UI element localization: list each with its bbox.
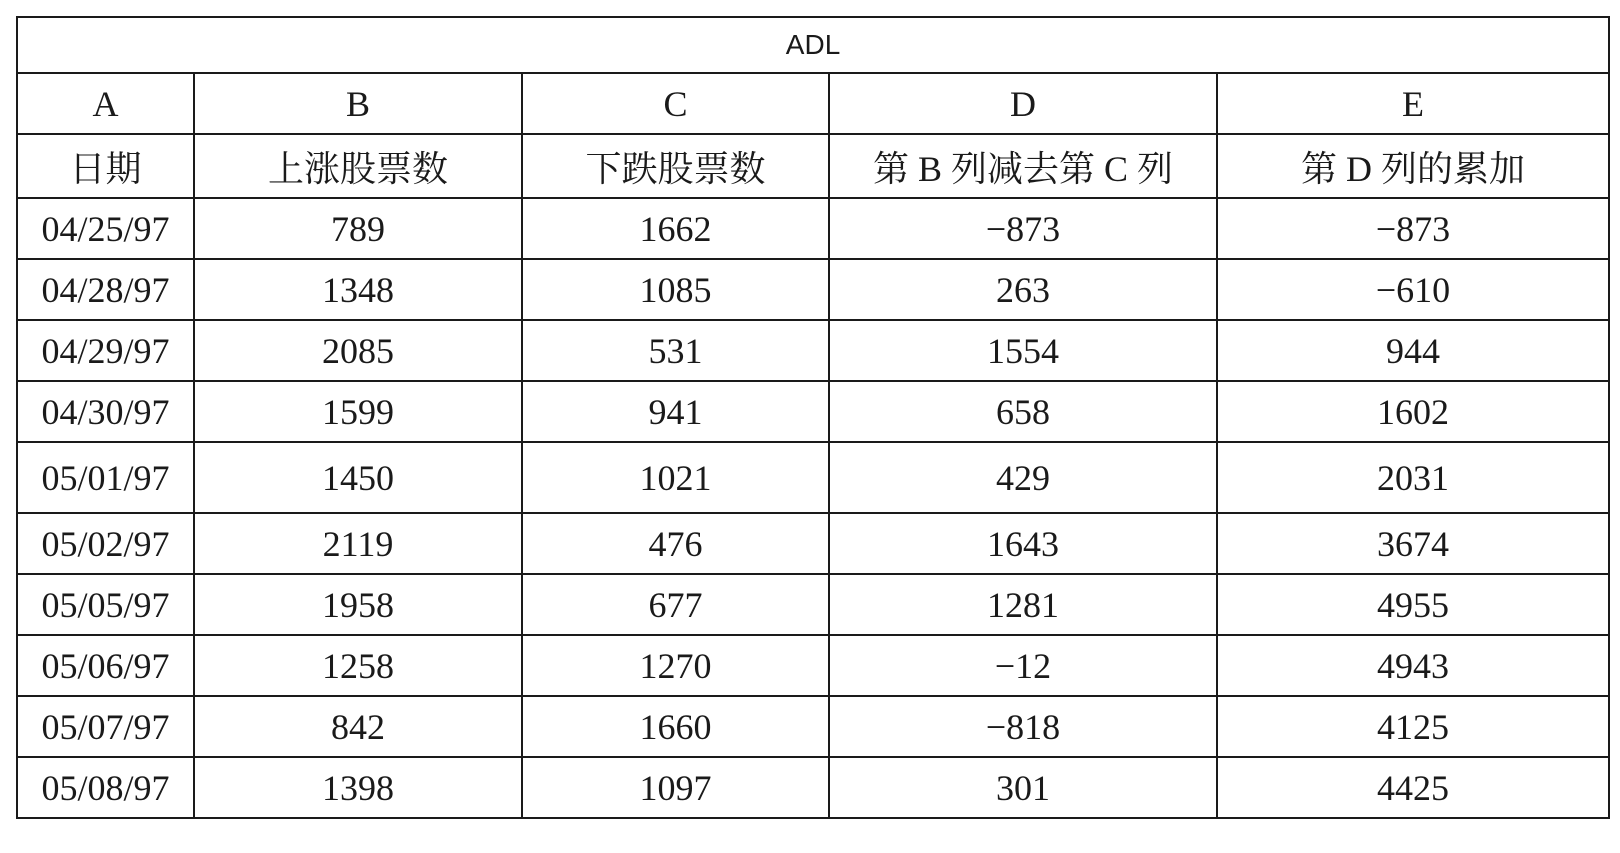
cumulative-cell: 944 — [1217, 320, 1609, 381]
difference-cell: 1281 — [829, 574, 1217, 635]
table-row — [17, 259, 1609, 320]
advancing-cell: 2085 — [194, 320, 522, 381]
declining-cell: 941 — [522, 381, 829, 442]
declining-cell: 677 — [522, 574, 829, 635]
advancing-cell: 1599 — [194, 381, 522, 442]
advancing-cell: 1258 — [194, 635, 522, 696]
column-letter-row — [17, 73, 1609, 134]
column-letter-e: E — [1217, 73, 1609, 134]
date-cell: 04/30/97 — [17, 381, 194, 442]
cumulative-cell: 1602 — [1217, 381, 1609, 442]
cumulative-cell: 4943 — [1217, 635, 1609, 696]
cumulative-cell: 4955 — [1217, 574, 1609, 635]
table-row — [17, 198, 1609, 259]
column-letter-c: C — [522, 73, 829, 134]
advancing-cell: 2119 — [194, 513, 522, 574]
declining-cell: 1021 — [522, 442, 829, 513]
declining-cell: 1097 — [522, 757, 829, 818]
advancing-cell: 1450 — [194, 442, 522, 513]
column-letter-d: D — [829, 73, 1217, 134]
table-row — [17, 442, 1609, 513]
date-cell: 05/06/97 — [17, 635, 194, 696]
difference-cell: 429 — [829, 442, 1217, 513]
column-letter-a: A — [17, 73, 194, 134]
cumulative-cell: 3674 — [1217, 513, 1609, 574]
advancing-cell: 1958 — [194, 574, 522, 635]
table-row — [17, 757, 1609, 818]
declining-cell: 1085 — [522, 259, 829, 320]
date-cell: 04/25/97 — [17, 198, 194, 259]
table-title-row — [17, 17, 1609, 73]
column-header-advancing: 上涨股票数 — [194, 134, 522, 198]
table-row — [17, 574, 1609, 635]
difference-cell: 263 — [829, 259, 1217, 320]
column-header-declining: 下跌股票数 — [522, 134, 829, 198]
advancing-cell: 789 — [194, 198, 522, 259]
declining-cell: 1660 — [522, 696, 829, 757]
declining-cell: 476 — [522, 513, 829, 574]
cumulative-cell: 4125 — [1217, 696, 1609, 757]
table-row — [17, 320, 1609, 381]
date-cell: 04/28/97 — [17, 259, 194, 320]
table-title: ADL — [17, 17, 1609, 73]
column-letter-b: B — [194, 73, 522, 134]
column-header-date: 日期 — [17, 134, 194, 198]
table-row — [17, 513, 1609, 574]
date-cell: 05/02/97 — [17, 513, 194, 574]
difference-cell: −818 — [829, 696, 1217, 757]
difference-cell: 301 — [829, 757, 1217, 818]
declining-cell: 1662 — [522, 198, 829, 259]
adl-table-container — [16, 16, 1608, 819]
difference-cell: 658 — [829, 381, 1217, 442]
adl-table — [16, 16, 1610, 819]
difference-cell: −12 — [829, 635, 1217, 696]
cumulative-cell: 2031 — [1217, 442, 1609, 513]
column-header-cumulative: 第 D 列的累加 — [1217, 134, 1609, 198]
date-cell: 05/08/97 — [17, 757, 194, 818]
cumulative-cell: 4425 — [1217, 757, 1609, 818]
date-cell: 05/01/97 — [17, 442, 194, 513]
cumulative-cell: −873 — [1217, 198, 1609, 259]
difference-cell: 1643 — [829, 513, 1217, 574]
table-row — [17, 635, 1609, 696]
date-cell: 05/05/97 — [17, 574, 194, 635]
column-header-difference: 第 B 列减去第 C 列 — [829, 134, 1217, 198]
advancing-cell: 1398 — [194, 757, 522, 818]
table-row — [17, 696, 1609, 757]
cumulative-cell: −610 — [1217, 259, 1609, 320]
column-description-row — [17, 134, 1609, 198]
date-cell: 05/07/97 — [17, 696, 194, 757]
declining-cell: 531 — [522, 320, 829, 381]
advancing-cell: 1348 — [194, 259, 522, 320]
date-cell: 04/29/97 — [17, 320, 194, 381]
declining-cell: 1270 — [522, 635, 829, 696]
difference-cell: 1554 — [829, 320, 1217, 381]
advancing-cell: 842 — [194, 696, 522, 757]
table-row — [17, 381, 1609, 442]
difference-cell: −873 — [829, 198, 1217, 259]
